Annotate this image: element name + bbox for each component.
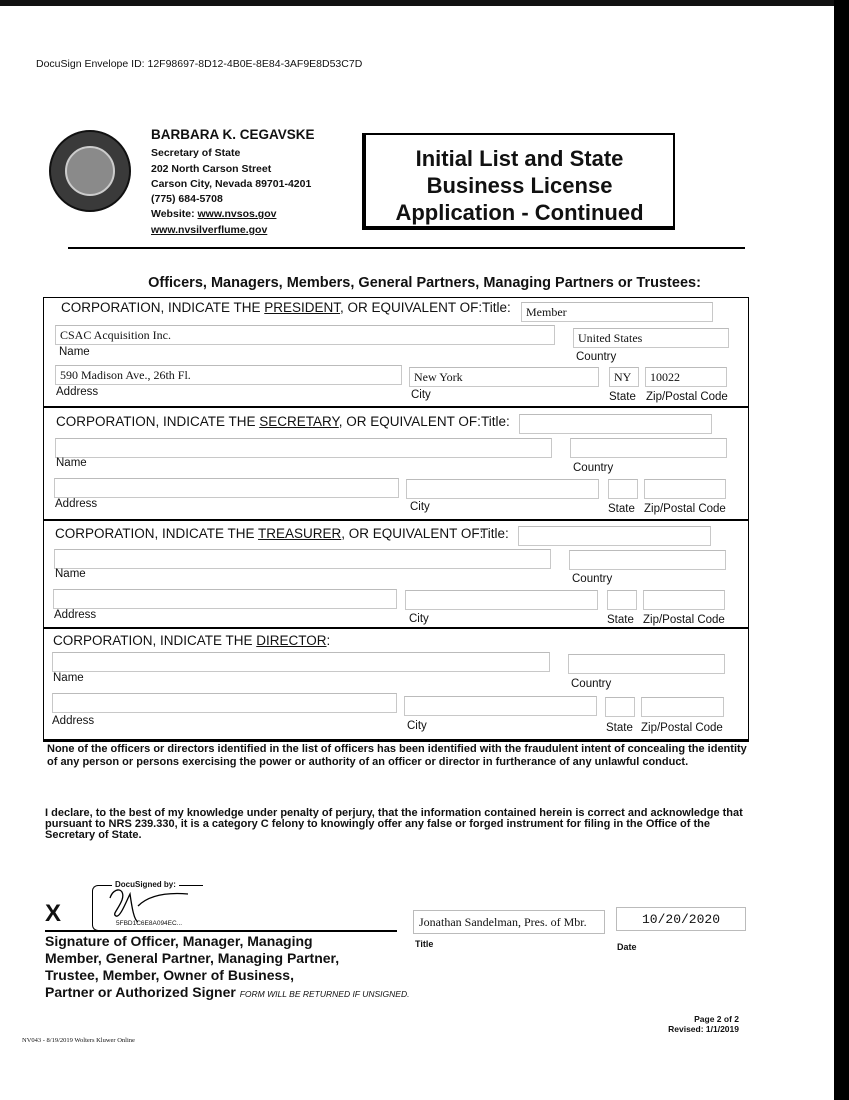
treasurer-country-field[interactable] — [569, 550, 726, 570]
section-divider — [43, 406, 749, 408]
form-footer: NV043 - 8/19/2019 Wolters Kluwer Online — [22, 1037, 135, 1044]
state-label: State — [606, 722, 633, 734]
city-label: City — [410, 501, 430, 513]
state-label: State — [608, 503, 635, 515]
heading-prefix: CORPORATION, INDICATE THE — [55, 526, 259, 541]
title-label: Title: — [482, 300, 511, 315]
heading-prefix: CORPORATION, INDICATE THE — [61, 300, 265, 315]
secretary-zip-field[interactable] — [644, 479, 726, 499]
city-label: City — [407, 720, 427, 732]
secretary-state-field[interactable] — [608, 479, 638, 499]
website-link-2[interactable]: www.nvsilverflume.gov — [151, 224, 268, 236]
country-label: Country — [571, 678, 612, 690]
treasurer-title-field[interactable] — [518, 526, 711, 546]
envelope-id: DocuSign Envelope ID: 12F98697-8D12-4B0E-8E84-3AF9E8D53C7D — [36, 58, 363, 70]
nevada-state-seal — [49, 130, 131, 212]
scan-right-edge — [834, 0, 849, 1100]
treasurer-state-field[interactable] — [607, 590, 637, 610]
signature-note: FORM WILL BE RETURNED IF UNSIGNED. — [239, 989, 410, 999]
page-number: Page 2 of 2 — [694, 1014, 739, 1024]
state-label: State — [609, 391, 636, 403]
form-title-line-1: Initial List and State — [415, 146, 624, 171]
director-city-field[interactable] — [404, 696, 597, 716]
name-label: Name — [56, 457, 87, 469]
name-label: Name — [53, 672, 84, 684]
header-divider — [68, 247, 745, 249]
country-label: Country — [573, 462, 614, 474]
title-caption: Title — [415, 939, 434, 949]
docusigned-by-label: DocuSigned by: — [112, 880, 179, 889]
name-label: Name — [55, 568, 86, 580]
zip-label: Zip/Postal Code — [643, 614, 725, 626]
signature-label-line: Trustee, Member, Owner of Business, — [45, 967, 294, 983]
date-caption: Date — [617, 942, 637, 952]
secretary-name: BARBARA K. CEGAVSKE — [151, 127, 315, 142]
website-label: Website: — [151, 208, 198, 220]
heading-role: SECRETARY — [259, 414, 339, 429]
president-city-field[interactable]: New York — [409, 367, 599, 387]
form-title-box — [362, 133, 675, 230]
heading-prefix: CORPORATION, INDICATE THE — [53, 633, 257, 648]
perjury-declaration-text: I declare, to the best of my knowledge under penalty of perjury, that the information contained herein is correct and acknowledge that pursuant to NRS 239.330, it is a category C felony to knowingly offer any false or forged instrument for filing in the Office of the Secretary of State. — [45, 807, 743, 841]
website-link[interactable]: www.nvsos.gov — [197, 208, 277, 220]
section-heading: Officers, Managers, Members, General Partners, Managing Partners or Trustees: — [148, 275, 701, 291]
president-heading — [61, 300, 482, 315]
president-title-field[interactable]: Member — [521, 302, 713, 322]
seal-emblem-icon — [65, 146, 115, 196]
director-address-field[interactable] — [52, 693, 397, 713]
date-field[interactable]: 10/20/2020 — [616, 907, 746, 931]
director-name-field[interactable] — [52, 652, 550, 672]
office-website-line — [151, 208, 276, 220]
president-address-field[interactable]: 590 Madison Ave., 26th Fl. — [55, 365, 402, 385]
zip-label: Zip/Postal Code — [641, 722, 723, 734]
zip-label: Zip/Postal Code — [646, 391, 728, 403]
city-label: City — [409, 613, 429, 625]
signature-line — [45, 930, 397, 932]
signer-title-field[interactable]: Jonathan Sandelman, Pres. of Mbr. — [413, 910, 605, 934]
zip-label: Zip/Postal Code — [644, 503, 726, 515]
form-title-line-3: Application - Continued — [395, 200, 644, 225]
heading-role: DIRECTOR — [256, 633, 327, 648]
heading-prefix: CORPORATION, INDICATE THE — [56, 414, 260, 429]
secretary-title-field[interactable] — [519, 414, 712, 434]
secretary-role: Secretary of State — [151, 147, 241, 159]
heading-suffix: , OR EQUIVALENT OF: — [340, 300, 483, 315]
treasurer-heading — [55, 526, 483, 541]
office-phone: (775) 684-5708 — [151, 193, 223, 205]
office-street: 202 North Carson Street — [151, 163, 272, 175]
director-state-field[interactable] — [605, 697, 635, 717]
scan-top-edge — [0, 0, 849, 6]
heading-suffix: , OR EQUIVALENT OF: — [338, 414, 481, 429]
signature-label-line: Member, General Partner, Managing Partner, — [45, 950, 340, 966]
signature-label-line: Partner or Authorized Signer — [45, 984, 240, 1000]
signature-label — [45, 933, 409, 1003]
section-divider — [43, 519, 749, 521]
state-label: State — [607, 614, 634, 626]
heading-role: PRESIDENT — [264, 300, 341, 315]
form-title-line-2: Business License — [426, 173, 613, 198]
address-label: Address — [54, 609, 97, 621]
city-label: City — [411, 389, 431, 401]
president-zip-field[interactable]: 10022 — [645, 367, 727, 387]
signature-label-line: Signature of Officer, Manager, Managing — [45, 933, 313, 949]
treasurer-zip-field[interactable] — [643, 590, 725, 610]
heading-role: TREASURER — [258, 526, 342, 541]
title-label: Title: — [480, 526, 509, 541]
secretary-heading — [56, 414, 481, 429]
page-info — [663, 1014, 739, 1034]
treasurer-address-field[interactable] — [53, 589, 397, 609]
director-heading — [53, 633, 330, 648]
name-label: Name — [59, 346, 90, 358]
director-country-field[interactable] — [568, 654, 725, 674]
treasurer-name-field[interactable] — [54, 549, 551, 569]
president-country-field[interactable]: United States — [573, 328, 729, 348]
treasurer-city-field[interactable] — [405, 590, 598, 610]
docusign-id: 5FBD1C6E8A094EC... — [116, 920, 183, 927]
title-label: Title: — [481, 414, 510, 429]
country-label: Country — [576, 351, 617, 363]
heading-suffix: , OR EQUIVALENT OF: — [341, 526, 484, 541]
secretary-city-field[interactable] — [406, 479, 599, 499]
heading-suffix: : — [326, 633, 331, 648]
address-label: Address — [55, 498, 98, 510]
address-label: Address — [52, 715, 95, 727]
revision-date: Revised: 1/1/2019 — [668, 1024, 739, 1034]
secretary-address-field[interactable] — [54, 478, 399, 498]
fraud-warning-text: None of the officers or directors identified in the list of officers has been identified with the fraudulent intent of concealing the identity of any person or persons exercising the power or authority of an officer or director in furtherance of any unlawful conduct. — [47, 743, 747, 768]
president-state-field[interactable]: NY — [609, 367, 639, 387]
country-label: Country — [572, 573, 613, 585]
office-city: Carson City, Nevada 89701-4201 — [151, 178, 312, 190]
signature-x-mark: X — [45, 900, 62, 927]
secretary-name-field[interactable] — [55, 438, 552, 458]
secretary-country-field[interactable] — [570, 438, 727, 458]
section-divider — [43, 627, 749, 629]
director-zip-field[interactable] — [641, 697, 724, 717]
address-label: Address — [56, 386, 99, 398]
president-name-field[interactable]: CSAC Acquisition Inc. — [55, 325, 555, 345]
